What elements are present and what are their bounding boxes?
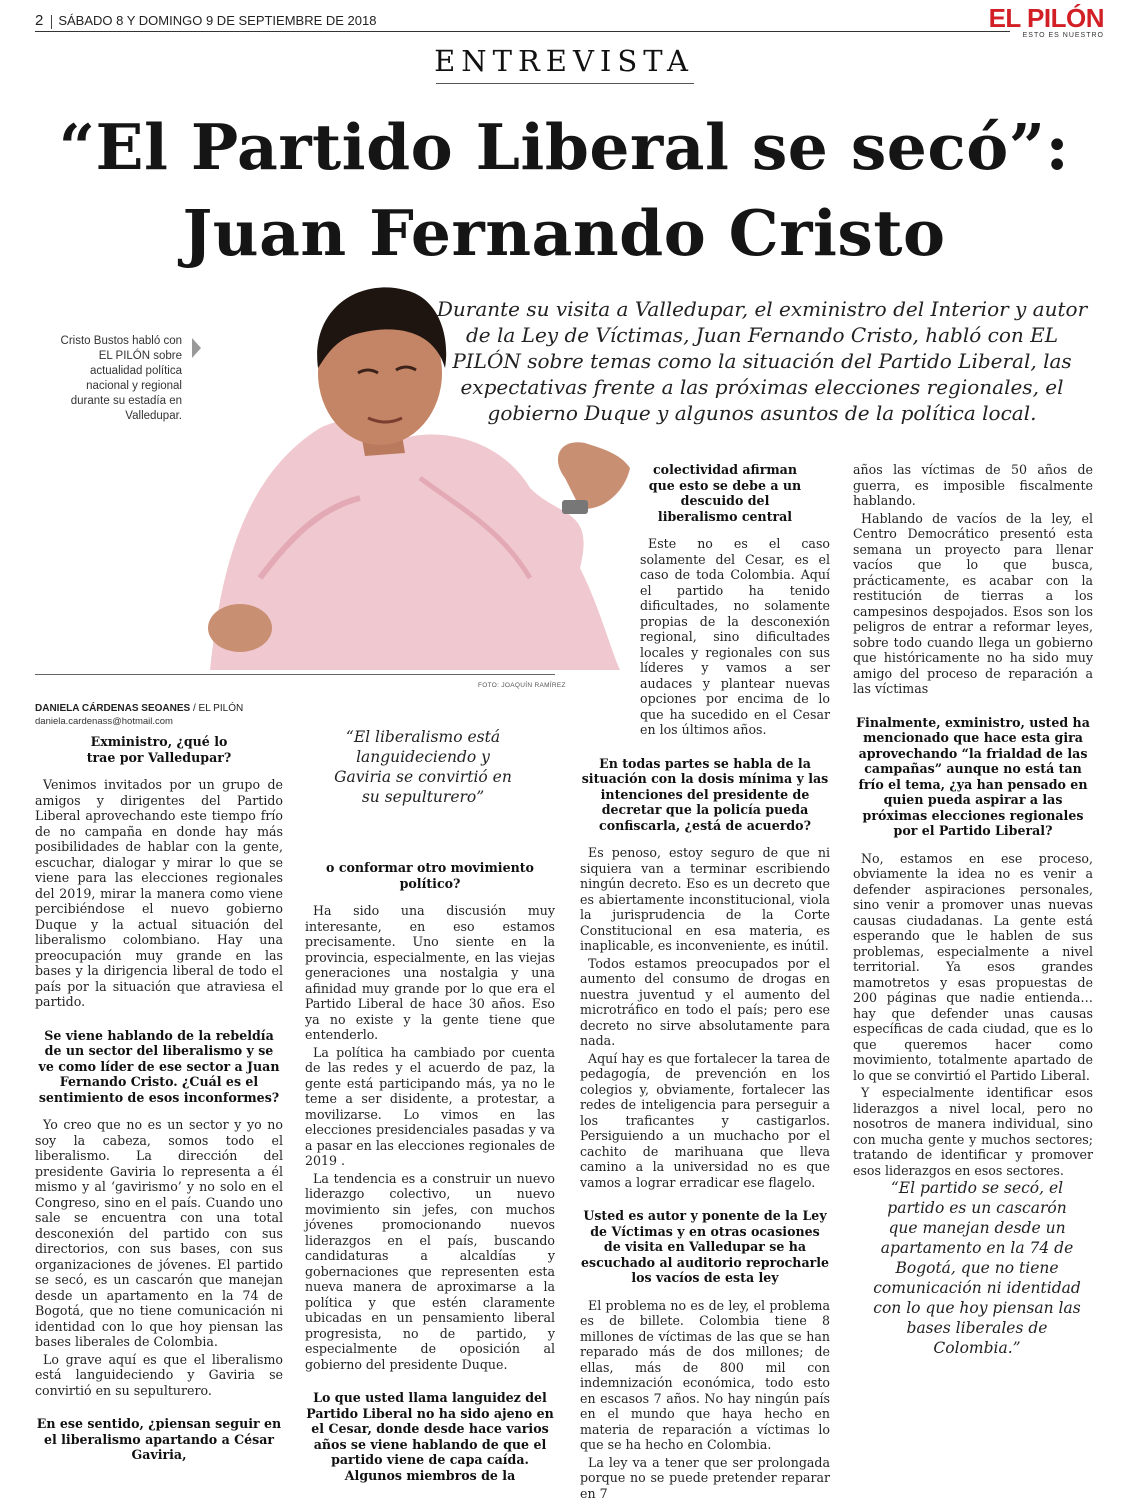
answer-paragraph: La política ha cambiado por cuenta de las redes y el acuerdo de paz, la gente está participando más, ya no le teme a ser disidente, a protestar, a movilizarse. Lo vimos en las elecciones presidenciales pasadas y va a pasar en las elecciones regionales de 2019 . — [305, 1044, 555, 1168]
question: Se viene hablando de la rebeldía de un sector del liberalismo y se ve como líder de ese sector a Juan Fernando Cristo. ¿Cuál es el sentimiento de esos inconformes? — [38, 1027, 280, 1105]
column-3 — [580, 462, 830, 1503]
answer-paragraph: La tendencia es a construir un nuevo liderazgo colectivo, un nuevo movimiento sin jefes, con muchos jóvenes promocionando nuevos liderazgos en el país, buscando candidaturas a alcaldías y gobernaciones que representen esta nueva manera de aproximarse a la política y que estén claramente ubicadas en un pensamiento liberal progresista, no de partido, y especialmente de oposición al gobierno del presidente Duque. — [305, 1170, 555, 1372]
answer-paragraph: Venimos invitados por un grupo de amigos y dirigentes del Partido Liberal aprovechando este tiempo frío de no campaña en donde hay más posibilidades de hablar con la gente, escuchar, dialogar y mirar lo que se viene para las elecciones regionales del 2019, mirar la manera como viene percibiéndose el nuevo gobierno Duque y la actual situación del liberalismo colombiano. Hay una preocupación muy grande en las bases y la dirigencia liberal de todo el país por la situación que atraviesa el partido. — [35, 777, 283, 1009]
question: Lo que usted llama languidez del Partido Liberal no ha sido ajeno en el Cesar, donde desde hace varios años se viene hablando de que el partido viene de capa caída. Algunos miembros de la — [306, 1390, 554, 1483]
answer-paragraph: Lo grave aquí es que el liberalismo está languideciendo y Gaviria se convirtió en su sepulturero. — [35, 1351, 283, 1398]
question: Exministro, ¿qué lo trae por Valledupar? — [86, 734, 232, 765]
question: En todas partes se habla de la situación con la dosis mínima y las intenciones del presidente de decretar que la policía pueda confiscarla, ¿está de acuerdo? — [581, 755, 829, 833]
headline-line-2: Juan Fernando Cristo — [182, 196, 946, 270]
answer-paragraph: No, estamos en ese proceso, obviamente la idea no es venir a defender aspiraciones personales, sino venir a promover unas nuevas causas ciudadanas. La gente está esperando que le hablen de sus problemas, especialmente a nivel territorial. Ya esos grandes mamotretos y esas propuestas de 200 páginas que nadie entienda… hay que defender unas causas específicas de cada ciudad, que es lo que queremos hacer como movimiento, totalmente apartado de lo que se convirtió el Partido Liberal. — [853, 850, 1093, 1083]
issue-date: SÁBADO 8 Y DOMINGO 9 DE SEPTIEMBRE DE 2018 — [58, 13, 377, 28]
answer-paragraph: Este no es el caso solamente del Cesar, es el caso de toda Colombia. Aquí el partido ha tenido dificultades, no solamente propias de la desconexión regional, sino dificultades locales y regionales con sus líderes y vamos a ser audaces y plantear nuevas opciones por encima de lo que ha sucedido en el Cesar en los últimos años. — [640, 536, 830, 737]
newspaper-logo — [989, 4, 1104, 39]
author-outlet: / EL PILÓN — [192, 703, 244, 714]
author-name: DANIELA CÁRDENAS SEOANES — [35, 703, 191, 714]
answer-paragraph: Hablando de vacíos de la ley, el Centro Democrático presentó esta semana un proyecto para llenar vacíos que lo que busca, prácticamente, es acabar con la restitución de tierras a los campesinos despojados. Esos son los peligros de entrar a reformar leyes, sobre todo cuando llega un gobierno que históricamente no ha sido muy amigo del proceso de reparación a las víctimas — [853, 510, 1093, 696]
page-header — [35, 12, 376, 29]
answer-paragraph: años las víctimas de 50 años de guerra, es imposible fiscalmente hablando. — [853, 462, 1093, 508]
answer-paragraph: Todos estamos preocupados por el aumento del consumo de drogas en nuestra juventud y el aumento del microtráfico en todo el país; pero ese decreto no sirve absolutamente para nada. — [580, 955, 830, 1048]
answer-paragraph: Aquí hay es que fortalecer la tarea de pedagogía, de prevención en los colegios y, obviamente, fortalecer las redes de inteligencia para perseguir a los traficantes y castigarlos. Persiguiendo a un muchacho por el cachito de marihuana que lleva camino a la universidad no es que vamos a lograr erradicar ese flagelo. — [580, 1050, 830, 1190]
photo-credit: FOTO: JOAQUÍN RAMÍREZ — [478, 682, 566, 689]
answer-paragraph: Yo creo que no es un sector y yo no soy la cabeza, somos todo el liberalismo. La dirección del presidente Gaviria lo representa a él mismo y al ‘gavirismo’ y no solo en el Congreso, sino en el país. Cuando uno sale se encuentra con una total desconexión del partido con sus directorios, con sus bases, con sus organizaciones de jóvenes. El partido se secó, es un cascarón que manejan desde un apartamento en la 74 de Bogotá, que no tiene comunicación ni identidad con lo que hoy piensan las bases liberales de Colombia. — [35, 1117, 283, 1349]
brand-tagline: ESTO ES NUESTRO — [1022, 32, 1104, 39]
photo-rule — [35, 674, 555, 675]
answer-paragraph: Ha sido una discusión muy interesante, en eso estamos precisamente. Uno siente en la provincia, especialmente, en las viejas generaciones una nostalgia y una afinidad muy grande por lo que era el Partido Liberal de hace 30 años. Eso ya no existe y la gente tiene que entenderlo. — [305, 903, 555, 1042]
byline — [35, 703, 243, 714]
section-rule — [436, 83, 694, 84]
headline — [20, 104, 1108, 276]
section-label: ENTREVISTA — [434, 44, 694, 78]
author-email: daniela.cardenass@hotmail.com — [35, 716, 173, 727]
photo-caption: Cristo Bustos habló con EL PILÓN sobre actualidad política nacional y regional durante su estadía en Valledupar. — [60, 335, 182, 422]
column-1 — [35, 730, 283, 1475]
answer-paragraph: Es penoso, estoy seguro de que ni siquiera van a terminar escribiendo ningún decreto. Eso es un decreto que es abiertamente inconstitucional, viola la jurisprudencia de la Corte Constitucional en esa materia, es inaplicable, es inconveniente, es inútil. — [580, 845, 830, 953]
article-deck: Durante su visita a Valledupar, el exministro del Interior y autor de la Ley de Víctimas, Juan Fernando Cristo, habló con EL PILÓN sobre temas como la situación del Partido Liberal, las expectativas frente a las próximas elecciones regionales, el gobierno Duque y algunos asuntos de la política local. — [436, 297, 1088, 425]
page-number: 2 — [35, 12, 44, 29]
question: Finalmente, exministro, usted ha mencionado que hace esta gira aprovechando “la frialdad de las campañas” aunque no está tan frío el tema, ¿ya han pensado en quien pueda aspirar a las próximas elecciones regionales por el Partido Liberal? — [856, 714, 1090, 838]
brand-name: EL PILÓN — [988, 3, 1104, 33]
answer-paragraph: La ley va a tener que ser prolongada porque no se puede pretender reparar en 7 — [580, 1454, 830, 1501]
question-continued: colectividad afirman que esto se debe a un descuido del liberalismo central — [648, 462, 802, 524]
caption-pointer-icon — [192, 338, 201, 358]
column-2 — [305, 860, 555, 1495]
question: En ese sentido, ¿piensan seguir en el liberalismo apartando a César Gaviria, — [36, 1416, 282, 1462]
answer-paragraph: Y especialmente identificar esos liderazgos a nivel local, pero no nosotros de manera individual, sino con mucha gente y muchos sectores; tratando de identificar y promover esos liderazgos en esos sectores. — [853, 1085, 1093, 1178]
headline-line-1: “El Partido Liberal se secó”: — [58, 110, 1070, 184]
column-4 — [853, 462, 1093, 1180]
question: Usted es autor y ponente de la Ley de Víctimas y en otras ocasiones de visita en Valledupar se ha escuchado al auditorio reprocharle los vacíos de esta ley — [580, 1208, 830, 1285]
pull-quote: “El partido se secó, el partido es un cascarón que manejan desde un apartamento en la 74 de Bogotá, que no tiene comunicación ni identidad con lo que hoy piensan las bases liberales de Colombia.” — [873, 1179, 1081, 1357]
pull-quote: “El liberalismo está languideciendo y Gaviria se convirtió en su sepulturero” — [334, 728, 512, 806]
header-divider — [51, 15, 52, 29]
answer-paragraph: El problema no es de ley, el problema es de billete. Colombia tiene 8 millones de víctimas de las que se han reparado más de dos millones; de ellas, más de 800 mil con indemnización económica, todo esto en escasos 7 años. No hay ningún país en el mundo que haya hecho en materia de reparación a víctimas lo que se ha hecho en Colombia. — [580, 1297, 830, 1452]
header-rule — [35, 31, 1010, 32]
question-continued: o conformar otro movimiento político? — [326, 860, 534, 891]
